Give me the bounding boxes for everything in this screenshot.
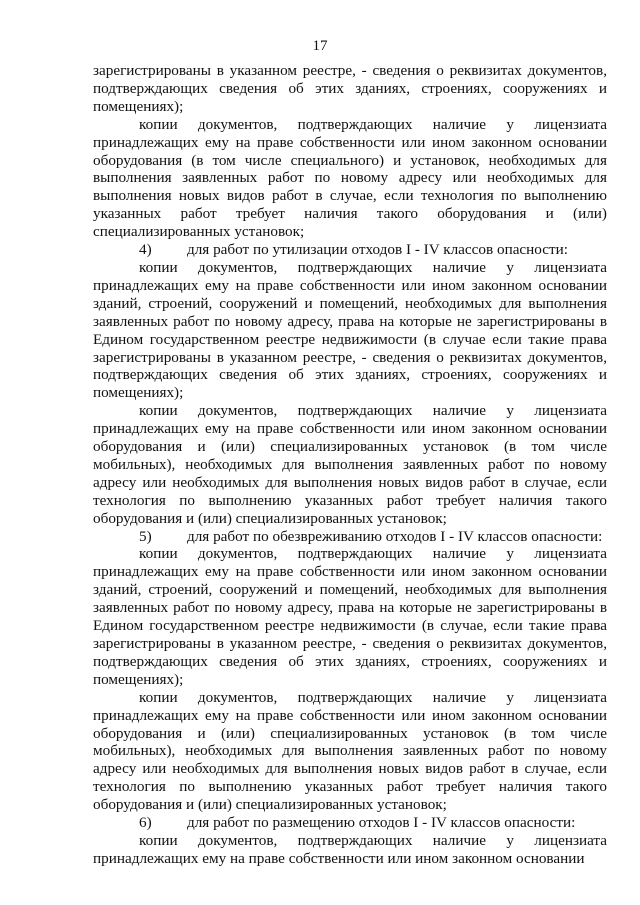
list-number: 6)	[139, 814, 152, 832]
page-number: 17	[312, 38, 328, 54]
list-item-6	[93, 814, 607, 832]
list-item-text: для работ по обезвреживанию отходов I - IV классов опасности:	[187, 527, 603, 545]
list-item-text: для работ по размещению отходов I - IV классов опасности:	[187, 814, 576, 832]
paragraph-equipment-copies: копии документов, подтверждающих наличие у лицензиата принадлежащих ему на праве собственности или ином законном основании оборудования и (или) специализированных установок (в том числе мобильных), необходимых для выполнения заявленных работ по новому адресу или необходимых для выполнения новых видов работ в случае, если технология по выполнению указанных работ требует наличия такого оборудования и (или) специализированных установок;	[93, 402, 607, 527]
paragraph-equipment-copies: копии документов, подтверждающих наличие у лицензиата принадлежащих ему на праве собственности или ином законном основании оборудования и (или) специализированных установок (в том числе мобильных), необходимых для выполнения заявленных работ по новому адресу или необходимых для выполнения новых видов работ в случае, если технология по выполнению указанных работ требует наличия такого оборудования и (или) специализированных установок;	[93, 688, 607, 814]
paragraph-equipment-copies: копии документов, подтверждающих наличие у лицензиата принадлежащих ему на праве собственности или ином законном основании оборудования (в том числе специального) и установок, необходимых для выполнения заявленных работ по новому адресу или необходимых для выполнения новых видов работ в случае, если технология по выполнению указанных работ требует наличия такого оборудования и (или) специализированных установок;	[93, 115, 607, 241]
list-item-5	[93, 528, 607, 546]
paragraph-buildings-copies: копии документов, подтверждающих наличие у лицензиата принадлежащих ему на праве собственности или ином законном основании	[93, 831, 607, 867]
list-number: 4)	[139, 241, 152, 259]
list-number: 5)	[139, 527, 152, 545]
paragraph-continuation: зарегистрированы в указанном реестре, - сведения о реквизитах документов, подтверждающих сведения об этих зданиях, строениях, сооружениях и помещениях);	[93, 62, 607, 115]
list-item-text: для работ по утилизации отходов I - IV классов опасности:	[187, 241, 568, 259]
document-body	[93, 62, 607, 868]
paragraph-buildings-copies: копии документов, подтверждающих наличие у лицензиата принадлежащих ему на праве собственности или ином законном основании зданий, строений, сооружений и помещений, необходимых для выполнения заявленных работ по новому адресу, права на которые не зарегистрированы в Едином государственном реестре недвижимости (в случае если такие права зарегистрированы в указанном реестре, - сведения о реквизитах документов, подтверждающих сведения об этих зданиях, строениях, сооружениях и помещениях);	[93, 258, 607, 402]
list-item-4	[93, 241, 607, 259]
paragraph-buildings-copies: копии документов, подтверждающих наличие у лицензиата принадлежащих ему на праве собственности или ином законном основании зданий, строений, сооружений и помещений, необходимых для выполнения заявленных работ по новому адресу, права на которые не зарегистрированы в Едином государственном реестре недвижимости (в случае, если такие права зарегистрированы в указанном реестре, - сведения о реквизитах документов, подтверждающих сведения об этих зданиях, строениях, сооружениях и помещениях);	[93, 545, 607, 688]
